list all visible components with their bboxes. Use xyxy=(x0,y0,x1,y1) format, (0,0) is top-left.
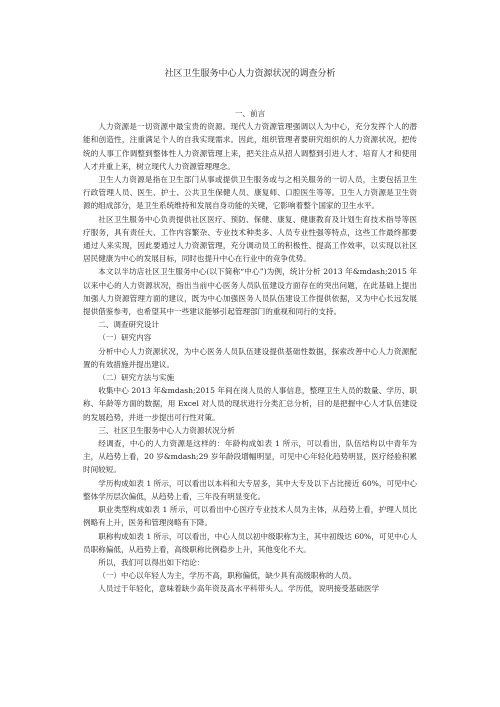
section-heading: （一）研究内容 xyxy=(98,333,152,343)
body-paragraph: 经调查，中心的人力资源是这样的：年龄构成如表 1 所示，可以看出，队伍结构以中青年为主，从趋势上看，20 岁&mdash;29 岁年龄段增幅明显，可见中心年轻化趋势明显，医疗经验积累时间较短。 xyxy=(83,439,417,475)
body-paragraph: 学历构成如表 1 所示，可以看出以本科和大专居多，其中大专及以下占比接近 60%，可见中心整体学历层次偏低，从趋势上看，三年没有明显变化。 xyxy=(83,478,417,501)
body-paragraph: 社区卫生服务中心负责提供社区医疗、预防、保健、康复、健康教育及计划生育技术指导等医疗服务，具有责任大、工作内容繁杂、专业技术种类多、人员专业性强等特点，这些工作最终都要通过人来实现，因此要通过人力资源管理，充分调动员工的积极性、提高工作效率，以实现以社区居民健康为中心的发展目标，同时也提升中心在行业中的竞争优势。 xyxy=(83,214,417,264)
body-paragraph: 所以，我们可以得出如下结论： xyxy=(98,557,205,567)
body-paragraph: 职业类型构成如表 1 所示，可以看出中心医疗专业技术人员为主体，从趋势上看，护理人员比例略有上升，医务和管理岗略有下降。 xyxy=(83,505,417,528)
body-paragraph: 职称构成如表 1 所示，可以看出，中心人员以初中级职称为主，其中初级达 60%，可见中心人员职称偏低，从趋势上看，高级职称比例稳步上升，其他变化不大。 xyxy=(83,531,417,554)
body-paragraph: 人力资源是一切资源中最宝贵的资源。现代人力资源管理强调以人为中心，充分发挥个人的潜能和创造性，注重满足个人的自我实现需求。因此，组织管理者要研究组织的人力资源状况，把传统的人事工作调整到整体性人力资源管理上来，把关注点从招人调整到引进人才、培育人才和使用人才并重上来，树立现代人力资源管理理念。 xyxy=(83,122,417,171)
document-title: 社区卫生服务中心人力资源状况的调查分析 xyxy=(164,69,336,79)
body-paragraph: （一）中心以年轻人为主，学历不高，职称偏低，缺少具有高级职称的人员。 xyxy=(98,571,357,581)
section-heading: 一、前言 xyxy=(234,109,266,118)
document-body xyxy=(83,107,417,596)
body-paragraph: 卫生人力资源是指在卫生部门从事或提供卫生服务或与之相关服务的一切人员，主要包括卫生行政管理人员、医生、护士、公共卫生保健人员、康复师、口腔医生等等。卫生人力资源是卫生资源的组成部分，是卫生系统维持和发展自身功能的关键，它影响着整个国家的卫生水平。 xyxy=(83,175,417,211)
body-paragraph: 分析中心人力资源状况，为中心医务人员队伍建设提供基础性数据，探索改善中心人力资源配置的有效措施并提出建议。 xyxy=(83,346,417,369)
body-paragraph: 本文以半坊店社区卫生服务中心(以下简称“中心”)为例，统计分析 2013 年&mdash;2015 年以来中心的人力资源状况，指出当前中心医务人员队伍建设方面存在的突出问题，在此基础上提出加强人力资源管理方面的建议，既为中心加强医务人员队伍建设工作提供依据，又为中心长远发展提供借鉴参考，也希望其中一些建议能够引起管理部门的重视和同行的支持。 xyxy=(83,267,417,317)
section-heading: 二、调查研究设计 xyxy=(98,320,159,330)
body-paragraph: 收集中心 2013 年&mdash;2015 年间在岗人员的人事信息，整理卫生人员的数量、学历、职称、年龄等方面的数据，用 Excel 对人员的现状进行分类汇总分析，目的是把握中心人才队伍建设的发展趋势，并进一步提出可行性对策。 xyxy=(83,386,417,422)
section-heading: （二）研究方法与实施 xyxy=(98,373,175,383)
section-heading: 三、社区卫生服务中心人力资源状况分析 xyxy=(98,425,235,435)
body-paragraph: 人员过于年轻化，意味着缺少高年资及高水平科带头人。学历低，说明接受基础医学 xyxy=(98,584,380,594)
